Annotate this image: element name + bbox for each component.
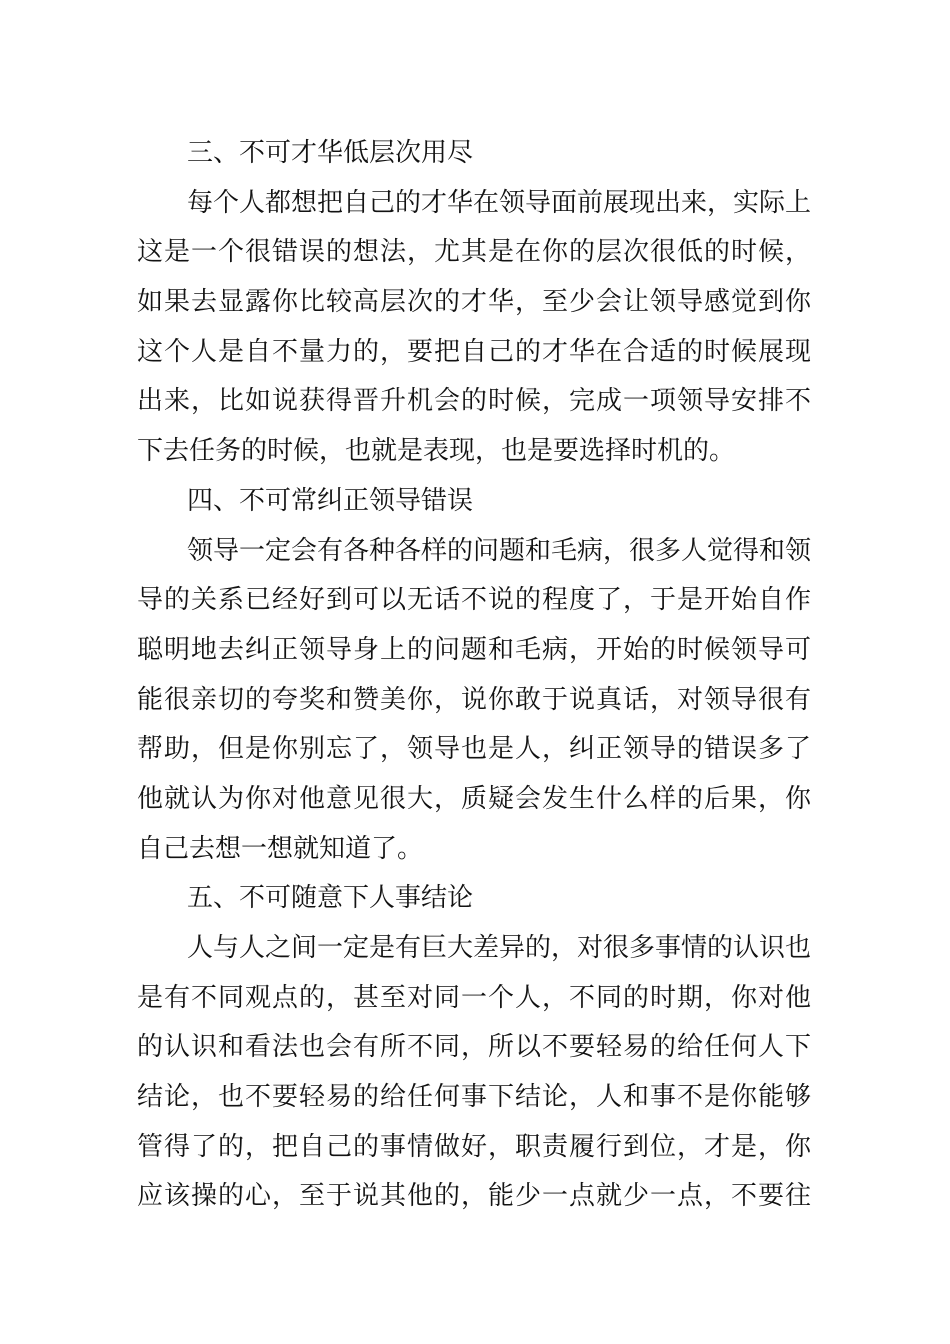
doc-line: 聪明地去纠正领导身上的问题和毛病，开始的时候领导可 xyxy=(137,634,811,664)
doc-line: 应该操的心，至于说其他的，能少一点就少一点，不要往 xyxy=(137,1181,811,1211)
doc-line: 人与人之间一定是有巨大差异的，对很多事情的认识也 xyxy=(187,933,812,962)
doc-line: 的认识和看法也会有所不同，所以不要轻易的给任何人下 xyxy=(137,1032,811,1062)
doc-line: 领导一定会有各种各样的问题和毛病，很多人觉得和领 xyxy=(187,535,812,565)
section-heading: 五、不可随意下人事结论 xyxy=(187,883,474,913)
doc-line: 这个人是自不量力的，要把自己的才华在合适的时候展现 xyxy=(137,336,811,366)
doc-line: 出来，比如说获得晋升机会的时候，完成一项领导安排不 xyxy=(137,386,811,416)
doc-line: 下去任务的时候，也就是表现，也是要选择时机的。 xyxy=(137,436,736,466)
section-heading: 三、不可才华低层次用尽 xyxy=(187,138,474,167)
doc-line: 是有不同观点的，甚至对同一个人，不同的时期，你对他 xyxy=(137,982,811,1012)
document-text-block xyxy=(137,128,811,1221)
doc-line: 自己去想一想就知道了。 xyxy=(137,833,424,863)
doc-line: 如果去显露你比较高层次的才华，至少会让领导感觉到你 xyxy=(137,287,811,317)
section-heading: 四、不可常纠正领导错误 xyxy=(187,485,474,515)
doc-line: 这是一个很错误的想法，尤其是在你的层次很低的时候， xyxy=(137,237,811,267)
doc-line: 管得了的，把自己的事情做好，职责履行到位，才是，你 xyxy=(137,1131,811,1161)
doc-line: 他就认为你对他意见很大，质疑会发生什么样的后果，你 xyxy=(137,783,811,813)
doc-line: 帮助，但是你别忘了，领导也是人，纠正领导的错误多了 xyxy=(137,734,811,764)
doc-line: 结论，也不要轻易的给任何事下结论，人和事不是你能够 xyxy=(137,1082,811,1112)
doc-line: 导的关系已经好到可以无话不说的程度了，于是开始自作 xyxy=(137,585,811,615)
doc-line: 能很亲切的夸奖和赞美你，说你敢于说真话，对领导很有 xyxy=(137,684,811,714)
doc-line: 每个人都想把自己的才华在领导面前展现出来，实际上 xyxy=(187,187,812,217)
